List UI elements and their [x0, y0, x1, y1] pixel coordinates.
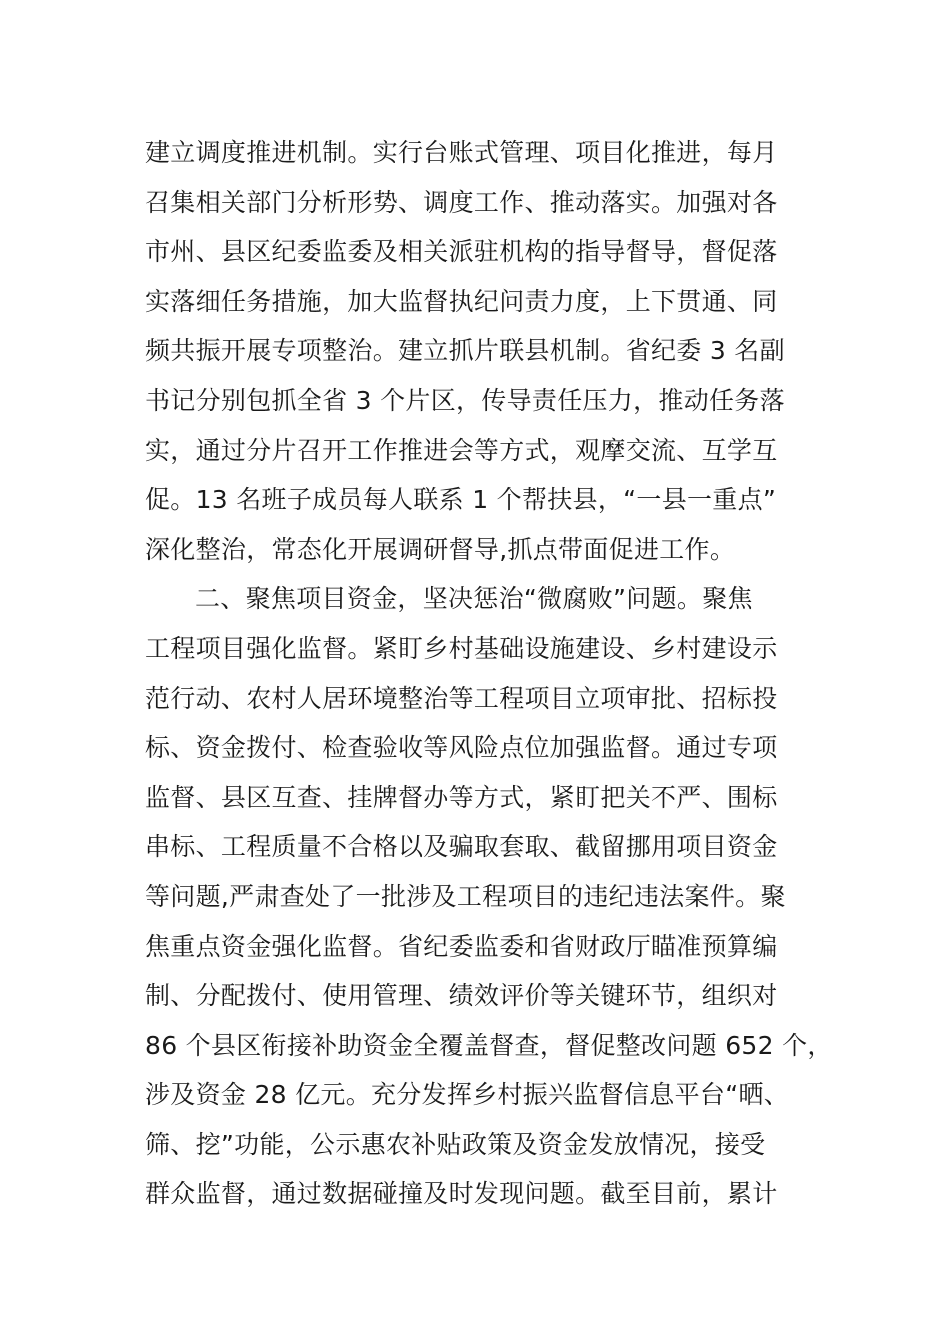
- text-line: 范行动、农村人居环境整治等工程项目立项审批、招标投: [145, 683, 778, 713]
- text-line: 书记分别包抓全省 3 个片区，传导责任压力，推动任务落: [145, 385, 785, 415]
- text-line: 建立调度推进机制。实行台账式管理、项目化推进，每月: [145, 138, 778, 167]
- text-line: 制、分配拨付、使用管理、绩效评价等关键环节，组织对: [145, 981, 778, 1011]
- text-line: 工程项目强化监督。紧盯乡村基础设施建设、乡村建设示: [145, 633, 778, 663]
- body-text: [145, 128, 845, 1219]
- text-line: 实，通过分片召开工作推进会等方式，观摩交流、互学互: [145, 435, 778, 465]
- text-line: 深化整治，常态化开展调研督导,抓点带面促进工作。: [145, 534, 736, 564]
- text-line: 促。13 名班子成员每人联系 1 个帮扶县，“一县一重点”: [145, 485, 777, 515]
- text-line: 标、资金拨付、检查验收等风险点位加强监督。通过专项: [145, 733, 778, 763]
- text-line: 涉及资金 28 亿元。充分发挥乡村振兴监督信息平台“晒、: [145, 1080, 790, 1110]
- text-line: 监督、县区互查、挂牌督办等方式，紧盯把关不严、围标: [145, 782, 778, 812]
- text-line: 频共振开展专项整治。建立抓片联县机制。省纪委 3 名副: [145, 336, 785, 366]
- text-line: 筛、挖”功能，公示惠农补贴政策及资金发放情况，接受: [145, 1129, 766, 1159]
- text-line: 召集相关部门分析形势、调度工作、推动落实。加强对各: [145, 187, 778, 217]
- text-line: 等问题,严肃查处了一批涉及工程项目的违纪违法案件。聚: [145, 881, 786, 911]
- text-line: 群众监督，通过数据碰撞及时发现问题。截至目前，累计: [145, 1179, 778, 1209]
- text-line: 串标、工程质量不合格以及骗取套取、截留挪用项目资金: [145, 832, 778, 862]
- text-line: 86 个县区衔接补助资金全覆盖督查，督促整改问题 652 个，: [145, 1030, 833, 1060]
- text-line: 焦重点资金强化监督。省纪委监委和省财政厅瞄准预算编: [145, 931, 778, 961]
- section-heading-line: 二、聚焦项目资金，坚决惩治“微腐败”问题。聚焦: [195, 584, 753, 614]
- text-line: 市州、县区纪委监委及相关派驻机构的指导督导，督促落: [145, 237, 778, 267]
- text-line: 实落细任务措施，加大监督执纪问责力度，上下贯通、同: [145, 286, 778, 316]
